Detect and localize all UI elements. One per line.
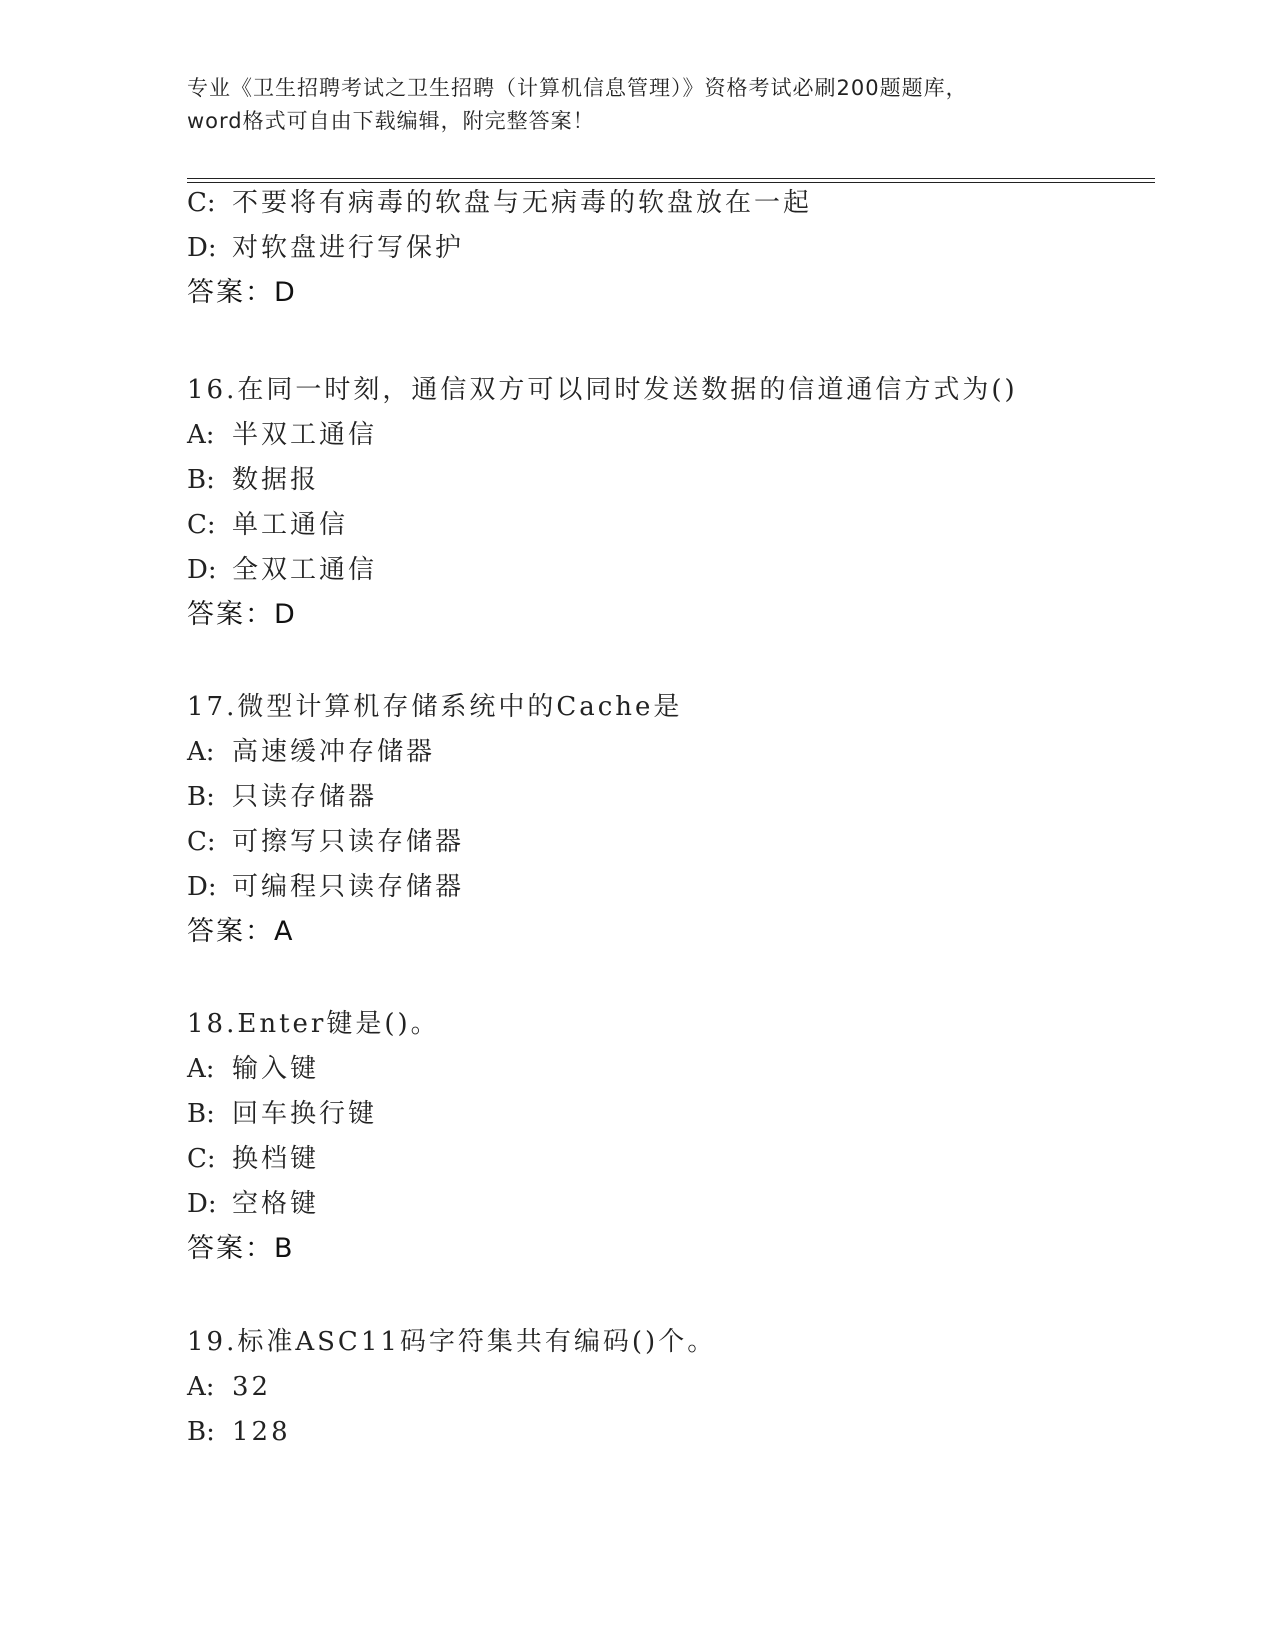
option-text: 换档键 xyxy=(232,1144,320,1174)
q17-stem: 17.微型计算机存储系统中的Cache是 xyxy=(187,692,683,722)
option-label: B: xyxy=(187,1099,215,1129)
q17-answer: 答案：A xyxy=(187,916,295,947)
q15-option-c xyxy=(187,186,812,220)
option-label: B: xyxy=(187,782,215,812)
option-text: 单工通信 xyxy=(232,510,349,540)
document-header xyxy=(187,72,1087,138)
q17-option-b xyxy=(187,780,377,814)
option-text: 可编程只读存储器 xyxy=(232,872,465,902)
q16-option-b xyxy=(187,463,319,497)
q18-option-a xyxy=(187,1052,319,1086)
header-divider-top xyxy=(187,178,1155,179)
option-label: D: xyxy=(187,872,217,902)
q15-answer: 答案：D xyxy=(187,277,297,308)
q15-option-d xyxy=(187,231,464,265)
option-text: 半双工通信 xyxy=(232,420,378,450)
option-label: C: xyxy=(187,1144,216,1174)
option-label: A: xyxy=(187,737,215,767)
q16-stem: 16.在同一时刻，通信双方可以同时发送数据的信道通信方式为() xyxy=(187,375,1018,405)
q16-option-a xyxy=(187,418,377,452)
option-text: 128 xyxy=(232,1417,291,1447)
q16-option-d xyxy=(187,553,377,587)
q19-stem: 19.标准ASC11码字符集共有编码()个。 xyxy=(187,1327,717,1357)
option-label: D: xyxy=(187,555,217,585)
q19-option-b xyxy=(187,1415,291,1449)
option-label: A: xyxy=(187,1054,215,1084)
option-label: D: xyxy=(187,1189,217,1219)
q18-option-d xyxy=(187,1187,319,1221)
option-label: C: xyxy=(187,510,216,540)
q19-option-a xyxy=(187,1370,271,1404)
header-line-2: word格式可自由下载编辑，附完整答案！ xyxy=(187,109,595,133)
option-text: 空格键 xyxy=(232,1189,320,1219)
header-line-1: 专业《卫生招聘考试之卫生招聘（计算机信息管理）》资格考试必刷200题题库， xyxy=(187,76,968,100)
q18-stem: 18.Enter键是()。 xyxy=(187,1009,440,1039)
option-text: 全双工通信 xyxy=(232,555,378,585)
option-text: 高速缓冲存储器 xyxy=(232,737,436,767)
option-label: C: xyxy=(187,188,216,218)
option-text: 回车换行键 xyxy=(232,1099,378,1129)
option-label: B: xyxy=(187,465,215,495)
q16-option-c xyxy=(187,508,348,542)
q18-option-c xyxy=(187,1142,319,1176)
option-label: D: xyxy=(187,233,217,263)
option-text: 32 xyxy=(232,1372,272,1402)
header-divider-bottom xyxy=(187,182,1155,183)
q17-option-c xyxy=(187,825,464,859)
q17-option-d xyxy=(187,870,464,904)
q18-option-b xyxy=(187,1097,377,1131)
option-label: A: xyxy=(187,1372,215,1402)
option-text: 只读存储器 xyxy=(232,782,378,812)
option-text: 对软盘进行写保护 xyxy=(232,233,465,263)
option-label: A: xyxy=(187,420,215,450)
option-text: 数据报 xyxy=(232,465,320,495)
q18-answer: 答案：B xyxy=(187,1233,295,1264)
q16-answer: 答案：D xyxy=(187,599,297,630)
option-text: 可擦写只读存储器 xyxy=(232,827,465,857)
option-label: B: xyxy=(187,1417,215,1447)
option-label: C: xyxy=(187,827,216,857)
q17-option-a xyxy=(187,735,435,769)
option-text: 输入键 xyxy=(232,1054,320,1084)
option-text: 不要将有病毒的软盘与无病毒的软盘放在一起 xyxy=(232,188,813,218)
